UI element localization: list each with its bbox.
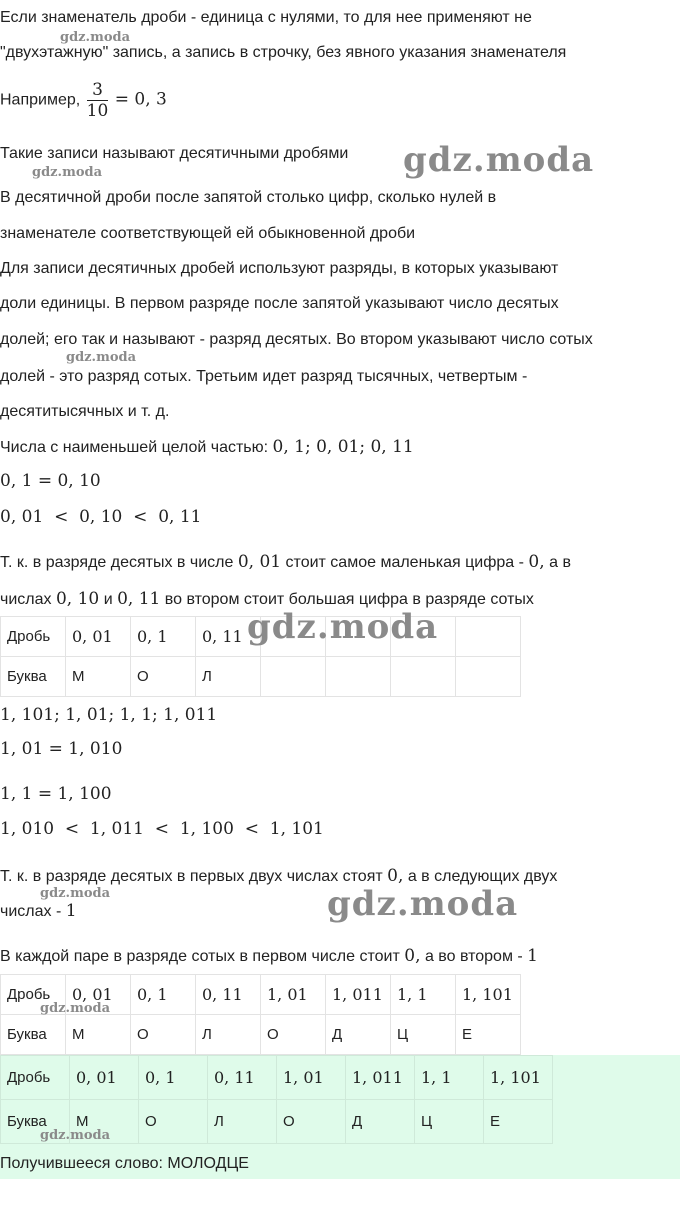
table-cell: 1, 101	[456, 975, 521, 1015]
watermark: gdz.moda	[40, 1001, 111, 1016]
text-line: Для записи десятичных дробей используют разряды, в которых указывают	[0, 260, 559, 277]
example-rhs: = 0, 3	[114, 89, 167, 110]
watermark: gdz.moda	[327, 884, 519, 924]
text-line: В десятичной дроби после запятой столько цифр, сколько нулей в	[0, 189, 497, 206]
watermark: gdz.moda	[60, 30, 131, 45]
table-cell: Е	[456, 1015, 521, 1055]
table-cell	[261, 657, 326, 697]
table-row	[1, 657, 521, 697]
reason-number: 0,	[528, 552, 545, 572]
reason-line	[0, 901, 77, 922]
table-cell: М	[70, 1100, 139, 1144]
table-cell: 1, 011	[326, 975, 391, 1015]
table-cell	[456, 657, 521, 697]
smallest-line	[0, 437, 414, 458]
table-cell: О	[131, 657, 196, 697]
reason-number: 0, 10	[55, 589, 100, 609]
watermark: gdz.moda	[32, 165, 103, 180]
table-cell: М	[66, 1015, 131, 1055]
table-cell	[326, 657, 391, 697]
example-label: Например,	[0, 91, 81, 109]
text-line: долей; его так и называют - разряд десятых. Во втором указывают число сотых	[0, 331, 593, 348]
table-cell: 1, 011	[346, 1056, 415, 1100]
reason-number: 0, 01	[237, 552, 282, 572]
reason-number: 0,	[387, 866, 404, 886]
reason-text: а в следующих двух	[407, 868, 558, 885]
table-cell: 1, 1	[391, 975, 456, 1015]
table-cell: 0, 01	[66, 975, 131, 1015]
table-row	[1, 1056, 553, 1100]
table-cell: О	[139, 1100, 208, 1144]
table-cell: О	[131, 1015, 196, 1055]
table-cell: 0, 1	[131, 975, 196, 1015]
fraction	[87, 80, 109, 121]
row-label: Дробь	[1, 617, 66, 657]
example-line	[0, 80, 167, 121]
table-cell	[456, 617, 521, 657]
table-cell: 1, 1	[415, 1056, 484, 1100]
smallest-values: 0, 1; 0, 01; 0, 11	[272, 437, 414, 457]
table-cell: Д	[346, 1100, 415, 1144]
table-cell: 0, 11	[196, 617, 261, 657]
reason-number: 0, 11	[117, 589, 161, 609]
text-line: десятитысячных и т. д.	[0, 403, 170, 420]
equation: 0, 1 = 0, 10	[0, 471, 101, 491]
reason-text: а во втором -	[424, 948, 523, 965]
result-text: Получившееся слово: МОЛОДЦЕ	[0, 1155, 249, 1172]
row-label: Буква	[1, 657, 66, 697]
watermark: gdz.moda	[403, 140, 595, 180]
reason-line	[0, 946, 538, 967]
row-label: Дробь	[1, 1056, 70, 1100]
row-label: Буква	[1, 1015, 66, 1055]
table-cell: 0, 11	[208, 1056, 277, 1100]
table-cell: 0, 1	[131, 617, 196, 657]
reason-text: числах -	[0, 903, 62, 920]
reason-text: Т. к. в разряде десятых в первых двух числах стоят	[0, 868, 383, 885]
table-cell: 0, 1	[139, 1056, 208, 1100]
fraction-numerator: 3	[87, 80, 109, 101]
text-line: доли единицы. В первом разряде после запятой указывают число десятых	[0, 295, 559, 312]
equation: 1, 1 = 1, 100	[0, 784, 112, 804]
reason-text: а в	[549, 554, 571, 571]
row-label: Дробь	[1, 975, 66, 1015]
answer-block	[0, 1055, 680, 1179]
reason-text: Т. к. в разряде десятых в числе	[0, 554, 234, 571]
reason-number: 1	[65, 901, 77, 921]
table-cell: 0, 01	[66, 617, 131, 657]
table-cell: 1, 01	[261, 975, 326, 1015]
equation: 1, 01 = 1, 010	[0, 739, 123, 759]
text-line: знаменателе соответствующей ей обыкновенной дроби	[0, 225, 416, 242]
reason-number: 0,	[404, 946, 421, 966]
watermark: gdz.moda	[40, 1128, 111, 1143]
values-list: 1, 101; 1, 01; 1, 1; 1, 011	[0, 705, 218, 725]
table-cell: Д	[326, 1015, 391, 1055]
reason-text: во втором стоит большая цифра в разряде сотых	[164, 591, 534, 608]
table-cell: 1, 01	[277, 1056, 346, 1100]
text-line: "двухэтажную" запись, а запись в строчку, без явного указания знаменателя	[0, 44, 567, 61]
watermark: gdz.moda	[66, 350, 137, 365]
reason-text: стоит самое маленькая цифра -	[285, 554, 524, 571]
reason-text: и	[103, 591, 113, 608]
inequality: 0, 01 < 0, 10 < 0, 11	[0, 507, 202, 527]
reason-line	[0, 552, 571, 573]
table-cell: О	[277, 1100, 346, 1144]
table-cell: М	[66, 657, 131, 697]
table-cell: 1, 101	[484, 1056, 553, 1100]
table-row	[1, 1015, 521, 1055]
table-cell: Л	[196, 1015, 261, 1055]
table-cell: Ц	[415, 1100, 484, 1144]
table-cell: Л	[196, 657, 261, 697]
table-cell: 0, 11	[196, 975, 261, 1015]
reason-text: числах	[0, 591, 52, 608]
text-line: долей - это разряд сотых. Третьим идет разряд тысячных, четвертым -	[0, 368, 528, 385]
table-cell: 0, 01	[70, 1056, 139, 1100]
watermark: gdz.moda	[247, 607, 439, 647]
inequality: 1, 010 < 1, 011 < 1, 100 < 1, 101	[0, 819, 324, 839]
watermark: gdz.moda	[40, 886, 111, 901]
row-label: Буква	[1, 1100, 70, 1144]
table-cell: Е	[484, 1100, 553, 1144]
smallest-label: Числа с наименьшей целой частью:	[0, 439, 269, 456]
table-cell	[391, 657, 456, 697]
text-line: Такие записи называют десятичными дробями	[0, 145, 349, 162]
table-cell: Л	[208, 1100, 277, 1144]
fraction-denominator: 10	[86, 101, 109, 121]
reason-text: В каждой паре в разряде сотых в первом числе стоит	[0, 948, 400, 965]
reason-number: 1	[527, 946, 538, 966]
text-line: Если знаменатель дроби - единица с нулями, то для нее применяют не	[0, 9, 532, 26]
table-cell: О	[261, 1015, 326, 1055]
table-cell: Ц	[391, 1015, 456, 1055]
